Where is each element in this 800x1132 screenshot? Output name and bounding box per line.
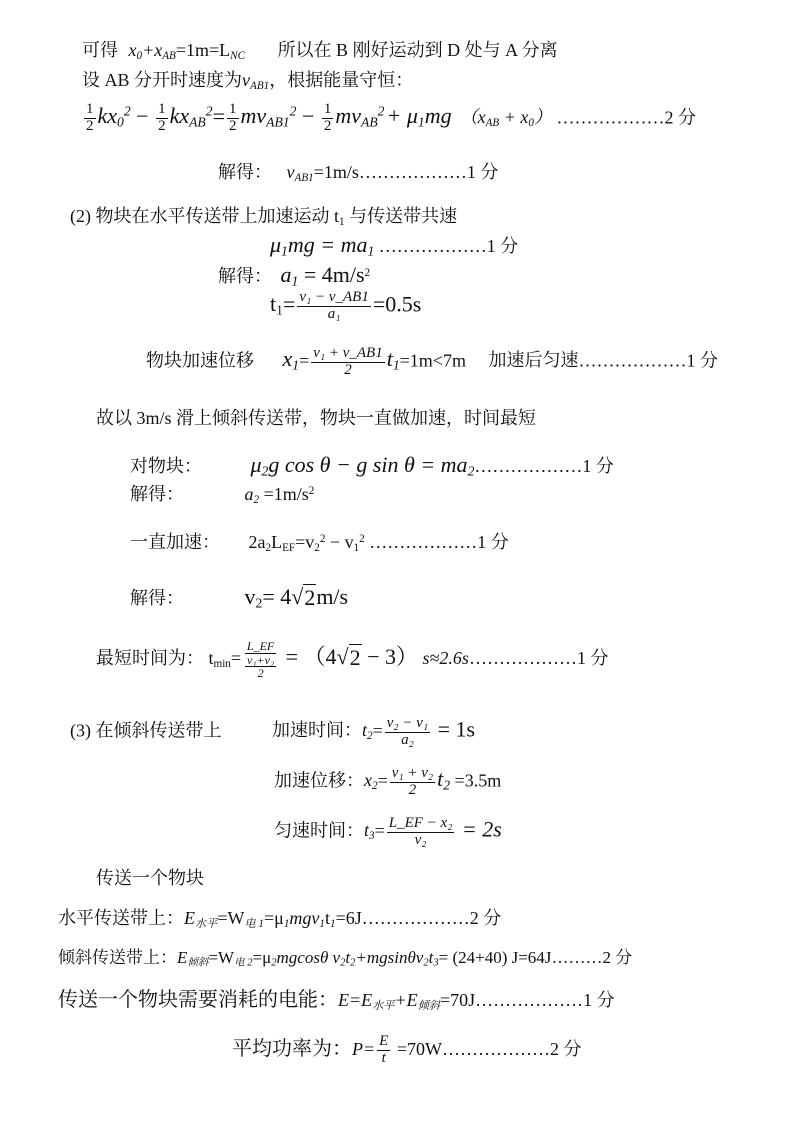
- score-2: 2 分: [602, 948, 633, 967]
- value-t3: = 2s: [456, 816, 502, 842]
- score-dots: ………………: [551, 107, 665, 128]
- eq-x1: 物块加速位移 $x_1=$ $\frac{\text{v₁ + v\_AB1}}{2}$ $t_1=1m<7m$ 加速后匀速………………1 分: [146, 345, 718, 378]
- score-2: 2 分: [664, 107, 696, 128]
- value-vab1: =1m/s: [313, 162, 359, 182]
- line-assume-velocity: 设 AB 分开时速度为$v_{AB1}$，根据能量守恒：: [82, 70, 414, 92]
- value-a1: = 4m/s: [298, 262, 365, 287]
- value-x2: =3.5m: [450, 770, 502, 791]
- value-e-total: =70J: [439, 990, 476, 1010]
- eq-t3: 匀速时间：$t_3=$ $\frac{\text{L\_EF − x₂}}{\text{v₂}}$ = 2s: [274, 815, 502, 848]
- score-1: 1 分: [583, 990, 615, 1010]
- value-a2: =1m/s: [259, 484, 309, 504]
- text-assume: 设 AB 分开时速度为: [82, 70, 243, 90]
- eq-newton-1: $\mu_1mg = ma_1$ ………………1 分: [270, 232, 519, 259]
- eq-average-power: 平均功率为：P= $\frac{E}{t}$ =70W………………2 分: [232, 1033, 582, 1066]
- solve-vab1: 解得： $v_{AB1}=1m/s\dots\dots\dots\dots\dots\dots 1$ 分: [218, 162, 499, 184]
- label-accel-time: 加速时间：: [272, 720, 362, 741]
- equals-lnc: =1m=L: [175, 40, 231, 60]
- label-accel-displacement: 物块加速位移: [146, 350, 254, 371]
- eq-tmin: 最短时间为： $t_{min}=$ $\frac{L\_EF}{\frac{\text{v₁+v₂}}{2}}$ = （4 √ 2 − 3） s≈2.6s………………1 分: [96, 639, 609, 681]
- label-solve: 解得：: [218, 266, 272, 286]
- score-2: 2 分: [469, 908, 502, 928]
- var-x0: x: [128, 40, 137, 60]
- value-t1: =0.5s: [372, 291, 422, 317]
- term-mu1: + μ: [386, 103, 418, 129]
- value-power: =70W: [392, 1038, 442, 1059]
- label-accel-displacement: 加速位移：: [274, 770, 364, 791]
- eq-block-inclined: 对物块： $\mu_2g$ cos θ − g $\sin \theta = ma_2\dots\dots\dots\dots\dots\dots 1$ 分: [130, 452, 614, 479]
- var-xab: +x: [142, 40, 163, 60]
- label-continuous-accel: 一直加速：: [130, 532, 220, 552]
- label-uniform-time: 匀速时间：: [274, 820, 364, 841]
- line-transport-one: 传送一个物块: [96, 868, 204, 888]
- score-1: 1 分: [686, 350, 718, 371]
- text-separation: 所以在 B 刚好运动到 D 处与 A 分离: [277, 40, 558, 60]
- label-shortest-time: 最短时间为：: [96, 648, 204, 669]
- score-1: 1 分: [486, 236, 519, 256]
- solve-a2: 解得： $a_2 =1m/s^2$: [130, 484, 315, 506]
- part-2-heading: (2) 物块在水平传送带上加速运动 $t_1$ 与传送带共速: [70, 206, 458, 228]
- label-for-block: 对物块：: [130, 456, 202, 476]
- eq-x2: 加速位移：$x_2=$ $\frac{\text{v₁ + v₂}}{2}$ $t_2 =3.5m$: [274, 765, 502, 798]
- part-3-accel-time: (3) 在倾斜传送带上 加速时间：$t_2=$ $\frac{\text{v₂ − v₁}}{\text{a₂}}$ = 1s: [70, 715, 476, 748]
- value-tmin: s≈2.6s: [422, 648, 469, 669]
- line-result-separation: 可得 $x_0+x_{AB}=1m=L_{NC}$ 所以在 B 刚好运动到 D 处与 A 分离: [82, 40, 558, 62]
- score-1: 1 分: [576, 648, 609, 669]
- label-horizontal-belt: 水平传送带上：: [58, 908, 184, 928]
- label-inclined-belt: 倾斜传送带上：: [58, 948, 177, 967]
- eq-continuous-accel: 一直加速： $2a_2L_{EF}=v_2^2 - v_1^2$ ………………1 分: [130, 532, 509, 554]
- eq-energy-inclined: 倾斜传送带上：$E_{倾斜}=W_{电 2}=\mu_2mgcos\theta$ $v_2t_2+mgsin\theta v_2t_3= (24+40)$ J=64J………2 分: [58, 948, 633, 969]
- line-conclusion-inclined: 故以 3m/s 滑上倾斜传送带，物块一直做加速，时间最短: [96, 408, 537, 428]
- solve-a1: 解得： $a_1 = 4m/s^2$: [218, 262, 371, 289]
- label-solve: 解得：: [130, 484, 184, 504]
- eq-total-energy: 传送一个物块需要消耗的电能：$E=E_{水平}+E_{倾斜}=70J\dots\dots\dots\dots\dots\dots 1$ 分: [58, 989, 615, 1012]
- term-kx0: kx: [97, 103, 118, 129]
- score-2: 2 分: [549, 1038, 582, 1059]
- term-mvab1: mv: [240, 103, 267, 129]
- solve-v2: 解得： $v_2= 4$ √ 2 m/s: [130, 584, 349, 611]
- value-e-inclined: = (24+40) J=64J: [438, 948, 552, 967]
- eq-t1: $t_1=$ $\frac{\text{v₁ − v\_AB1}}{\text{a₁}}$ =0.5s: [270, 289, 422, 322]
- term-mvab: mv: [335, 103, 362, 129]
- text-energy-conservation: ，根据能量守恒：: [269, 70, 414, 90]
- var-vab1: v: [242, 70, 251, 90]
- score-1: 1 分: [477, 532, 509, 552]
- value-x1: =1m<7m: [399, 350, 466, 371]
- label-total-energy: 传送一个物块需要消耗的电能：: [58, 989, 338, 1011]
- term-kxab: kx: [169, 103, 190, 129]
- text-kede: 可得: [82, 40, 118, 60]
- score-1: 1 分: [582, 456, 614, 476]
- label-solve: 解得：: [130, 588, 184, 608]
- label-solve: 解得：: [218, 162, 272, 182]
- energy-equation: $\frac{1}{2}$ $kx_0^2$ − $\frac{1}{2}$ $kx_{AB}^2=$ $\frac{1}{2}$ $mv_{AB1}^2$ − $\frac{1}{2}$ $mv_{AB}^2+ \mu_1mg$ $(x_{AB} + x_0)$ ………………2 分: [86, 101, 696, 134]
- value-t2: = 1s: [432, 716, 476, 742]
- eq-energy-horizontal: 水平传送带上：$E_{水平}=W_{电 1}=\mu_1mgv_1t_1=6J\dots\dots\dots\dots\dots\dots 2$ 分: [58, 908, 502, 930]
- value-e-horizontal: =6J: [335, 908, 362, 928]
- score-1: 1 分: [466, 162, 499, 182]
- label-average-power: 平均功率为：: [232, 1037, 352, 1060]
